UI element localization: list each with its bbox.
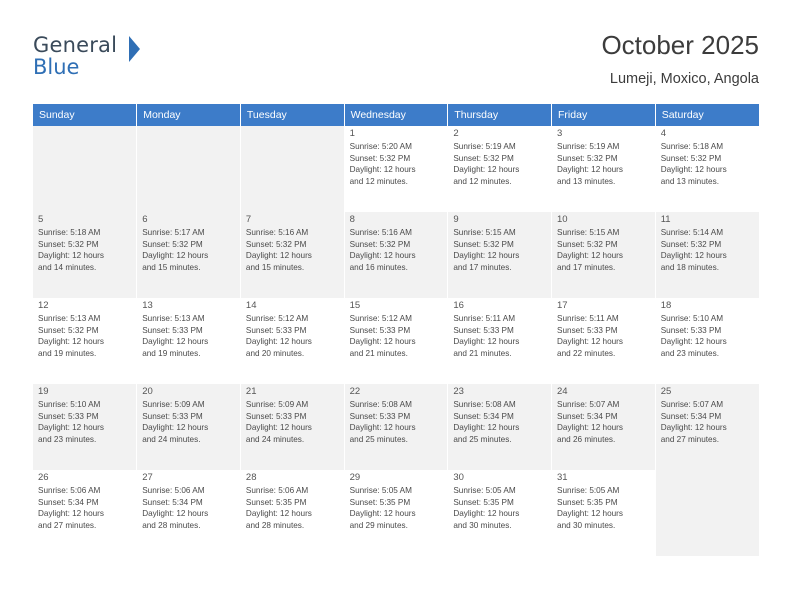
day-details <box>350 313 444 359</box>
daylight-text-line2: and 30 minutes. <box>557 520 616 530</box>
daylight-text-line2: and 23 minutes. <box>660 348 719 358</box>
day-details <box>350 485 444 531</box>
day-number: 27 <box>142 472 153 483</box>
day-number: 25 <box>660 386 672 397</box>
day-details <box>246 227 340 273</box>
sunrise-text: Sunrise: 5:13 AM <box>142 314 205 324</box>
day-details <box>453 313 547 359</box>
day-details <box>661 227 755 273</box>
weekday-header-sunday: Sunday <box>33 104 137 126</box>
weekday-header-monday: Monday <box>137 104 241 126</box>
sunset-text: Sunset: 5:33 PM <box>142 325 203 335</box>
day-details <box>557 485 651 531</box>
sunrise-text: Sunrise: 5:16 AM <box>245 228 309 238</box>
day-number: 28 <box>245 472 257 483</box>
sunrise-text: Sunrise: 5:10 AM <box>38 400 101 410</box>
daylight-text-line2: and 21 minutes. <box>453 348 512 358</box>
title-block <box>601 28 759 90</box>
day-number: 5 <box>38 214 44 225</box>
day-number: 9 <box>453 214 459 225</box>
weekday-header-wednesday: Wednesday <box>344 104 448 126</box>
day-number: 1 <box>349 128 355 139</box>
day-number: 7 <box>245 214 252 225</box>
day-number: 22 <box>349 386 361 397</box>
daylight-text-line2: and 15 minutes. <box>245 262 305 272</box>
day-cell[interactable] <box>655 298 759 384</box>
daylight-text-line1: Daylight: 12 hours <box>660 423 727 433</box>
day-number: 24 <box>557 386 568 397</box>
daylight-text-line1: Daylight: 12 hours <box>453 423 520 433</box>
sunset-text: Sunset: 5:32 PM <box>38 325 99 335</box>
day-number: 4 <box>660 128 667 139</box>
weekday-header-row <box>33 104 759 126</box>
day-cell[interactable] <box>655 212 759 298</box>
sunset-text: Sunset: 5:32 PM <box>660 239 722 249</box>
day-details <box>38 485 132 531</box>
day-details <box>38 227 132 273</box>
day-cell-empty <box>137 126 241 212</box>
day-details <box>350 227 444 273</box>
daylight-text-line2: and 25 minutes. <box>349 434 408 444</box>
weekday-header-saturday: Saturday <box>655 104 759 126</box>
day-number: 6 <box>142 214 148 225</box>
sunset-text: Sunset: 5:32 PM <box>557 153 618 163</box>
day-cell[interactable] <box>240 298 344 384</box>
day-number: 13 <box>142 300 153 311</box>
day-number: 12 <box>38 300 49 311</box>
day-details <box>661 313 755 359</box>
daylight-text-line1: Daylight: 12 hours <box>557 509 624 519</box>
day-number: 2 <box>453 128 459 139</box>
daylight-text-line2: and 24 minutes. <box>142 434 201 444</box>
day-cell[interactable] <box>240 384 344 470</box>
daylight-text-line1: Daylight: 12 hours <box>557 423 624 433</box>
day-cell[interactable] <box>448 212 552 298</box>
sunrise-text: Sunrise: 5:06 AM <box>142 486 205 496</box>
day-cell[interactable] <box>448 126 552 212</box>
day-details <box>246 485 340 531</box>
daylight-text-line1: Daylight: 12 hours <box>349 509 416 519</box>
sunset-text: Sunset: 5:32 PM <box>245 239 307 249</box>
day-number: 20 <box>142 386 153 397</box>
day-cell[interactable] <box>137 212 241 298</box>
daylight-text-line1: Daylight: 12 hours <box>245 509 312 519</box>
sunrise-text: Sunrise: 5:11 AM <box>557 314 619 324</box>
daylight-text-line2: and 30 minutes. <box>453 520 512 530</box>
day-details <box>557 313 651 359</box>
day-cell[interactable] <box>137 470 241 556</box>
daylight-text-line1: Daylight: 12 hours <box>38 423 104 433</box>
daylight-text-line1: Daylight: 12 hours <box>245 423 312 433</box>
day-cell[interactable] <box>655 126 759 212</box>
daylight-text-line2: and 19 minutes. <box>38 348 97 358</box>
day-details <box>661 399 755 445</box>
sunrise-text: Sunrise: 5:18 AM <box>660 142 724 152</box>
daylight-text-line1: Daylight: 12 hours <box>142 509 209 519</box>
sunset-text: Sunset: 5:32 PM <box>453 153 514 163</box>
daylight-text-line1: Daylight: 12 hours <box>557 337 624 347</box>
calendar-week-row <box>33 470 759 556</box>
daylight-text-line1: Daylight: 12 hours <box>349 337 416 347</box>
sunset-text: Sunset: 5:35 PM <box>557 497 618 507</box>
day-details <box>557 399 651 445</box>
sunset-text: Sunset: 5:34 PM <box>660 411 722 421</box>
sunrise-text: Sunrise: 5:05 AM <box>557 486 620 496</box>
day-details <box>557 227 651 273</box>
day-cell[interactable] <box>344 298 448 384</box>
sunrise-text: Sunrise: 5:14 AM <box>660 228 724 238</box>
sunrise-text: Sunrise: 5:07 AM <box>660 400 724 410</box>
day-number: 3 <box>557 128 563 139</box>
daylight-text-line1: Daylight: 12 hours <box>245 251 312 261</box>
sunrise-text: Sunrise: 5:08 AM <box>453 400 516 410</box>
day-details <box>350 141 444 187</box>
daylight-text-line2: and 18 minutes. <box>660 262 719 272</box>
day-cell[interactable] <box>137 384 241 470</box>
daylight-text-line2: and 26 minutes. <box>557 434 616 444</box>
day-cell[interactable] <box>552 470 656 556</box>
day-cell[interactable] <box>344 384 448 470</box>
day-cell[interactable] <box>655 384 759 470</box>
day-number: 11 <box>660 214 671 225</box>
sunrise-text: Sunrise: 5:06 AM <box>245 486 309 496</box>
location-subtitle: Lumeji, Moxico, Angola <box>609 71 759 87</box>
day-cell-empty <box>33 126 137 212</box>
day-details <box>142 313 236 359</box>
daylight-text-line2: and 12 minutes. <box>453 176 512 186</box>
day-cell[interactable] <box>33 384 137 470</box>
daylight-text-line1: Daylight: 12 hours <box>660 251 727 261</box>
daylight-text-line1: Daylight: 12 hours <box>453 509 520 519</box>
day-cell[interactable] <box>33 212 137 298</box>
daylight-text-line2: and 27 minutes. <box>660 434 719 444</box>
weekday-header-friday: Friday <box>552 104 656 126</box>
sunrise-text: Sunrise: 5:19 AM <box>557 142 620 152</box>
day-number: 8 <box>349 214 355 225</box>
day-details <box>661 141 755 187</box>
daylight-text-line1: Daylight: 12 hours <box>557 251 624 261</box>
daylight-text-line1: Daylight: 12 hours <box>453 165 520 175</box>
calendar-week-row <box>33 384 759 470</box>
day-cell-empty <box>655 470 759 556</box>
sunrise-text: Sunrise: 5:18 AM <box>38 228 101 238</box>
daylight-text-line2: and 22 minutes. <box>557 348 616 358</box>
day-details <box>453 399 547 445</box>
logo-flag-notch-icon <box>129 36 151 62</box>
sunset-text: Sunset: 5:32 PM <box>349 153 411 163</box>
sunset-text: Sunset: 5:34 PM <box>557 411 618 421</box>
daylight-text-line2: and 17 minutes. <box>453 262 512 272</box>
daylight-text-line1: Daylight: 12 hours <box>660 165 727 175</box>
sunset-text: Sunset: 5:33 PM <box>38 411 99 421</box>
sunrise-text: Sunrise: 5:19 AM <box>453 142 516 152</box>
sunset-text: Sunset: 5:32 PM <box>349 239 411 249</box>
day-cell[interactable] <box>137 298 241 384</box>
sunset-text: Sunset: 5:33 PM <box>453 325 514 335</box>
daylight-text-line2: and 27 minutes. <box>38 520 97 530</box>
page-header <box>33 28 759 100</box>
day-cell[interactable] <box>344 212 448 298</box>
sunset-text: Sunset: 5:34 PM <box>38 497 99 507</box>
daylight-text-line1: Daylight: 12 hours <box>349 423 416 433</box>
calendar-week-row <box>33 126 759 212</box>
sunset-text: Sunset: 5:33 PM <box>660 325 722 335</box>
sunset-text: Sunset: 5:33 PM <box>245 411 307 421</box>
daylight-text-line1: Daylight: 12 hours <box>245 337 312 347</box>
daylight-text-line2: and 13 minutes. <box>660 176 719 186</box>
day-cell[interactable] <box>552 298 656 384</box>
day-cell[interactable] <box>240 470 344 556</box>
daylight-text-line2: and 12 minutes. <box>349 176 408 186</box>
sunrise-text: Sunrise: 5:15 AM <box>453 228 516 238</box>
sunset-text: Sunset: 5:35 PM <box>245 497 307 507</box>
daylight-text-line1: Daylight: 12 hours <box>38 337 104 347</box>
sunset-text: Sunset: 5:35 PM <box>453 497 514 507</box>
sunrise-text: Sunrise: 5:15 AM <box>557 228 620 238</box>
sunset-text: Sunset: 5:32 PM <box>38 239 99 249</box>
daylight-text-line1: Daylight: 12 hours <box>142 337 209 347</box>
calendar-week-row <box>33 212 759 298</box>
sunrise-text: Sunrise: 5:07 AM <box>557 400 620 410</box>
day-cell[interactable] <box>344 126 448 212</box>
sunrise-text: Sunrise: 5:06 AM <box>38 486 101 496</box>
sunset-text: Sunset: 5:33 PM <box>245 325 307 335</box>
day-cell[interactable] <box>344 470 448 556</box>
sunset-text: Sunset: 5:33 PM <box>557 325 618 335</box>
day-details <box>453 141 547 187</box>
day-details <box>246 399 340 445</box>
day-details <box>38 313 132 359</box>
generalblue-logo <box>33 34 173 86</box>
logo-text-general: General <box>33 33 118 57</box>
sunset-text: Sunset: 5:32 PM <box>453 239 514 249</box>
day-number: 26 <box>38 472 49 483</box>
day-details <box>557 141 651 187</box>
day-cell[interactable] <box>448 298 552 384</box>
daylight-text-line2: and 23 minutes. <box>38 434 97 444</box>
day-details <box>453 227 547 273</box>
sunrise-text: Sunrise: 5:17 AM <box>142 228 205 238</box>
sunrise-text: Sunrise: 5:08 AM <box>349 400 412 410</box>
day-number: 19 <box>38 386 49 397</box>
calendar-week-row <box>33 298 759 384</box>
day-number: 29 <box>349 472 361 483</box>
sunset-text: Sunset: 5:32 PM <box>142 239 203 249</box>
daylight-text-line2: and 28 minutes. <box>142 520 201 530</box>
daylight-text-line2: and 29 minutes. <box>349 520 408 530</box>
daylight-text-line1: Daylight: 12 hours <box>557 165 624 175</box>
day-cell[interactable] <box>552 212 656 298</box>
sunset-text: Sunset: 5:34 PM <box>142 497 203 507</box>
daylight-text-line1: Daylight: 12 hours <box>660 337 727 347</box>
sunrise-text: Sunrise: 5:05 AM <box>349 486 412 496</box>
sunrise-text: Sunrise: 5:12 AM <box>245 314 309 324</box>
sunrise-text: Sunrise: 5:10 AM <box>660 314 724 324</box>
logo-text-blue: Blue <box>33 55 80 79</box>
page-title: October 2025 <box>601 30 759 60</box>
daylight-text-line2: and 25 minutes. <box>453 434 512 444</box>
daylight-text-line2: and 21 minutes. <box>349 348 408 358</box>
daylight-text-line1: Daylight: 12 hours <box>453 251 520 261</box>
daylight-text-line1: Daylight: 12 hours <box>142 423 209 433</box>
sunset-text: Sunset: 5:32 PM <box>557 239 618 249</box>
weekday-header-thursday: Thursday <box>448 104 552 126</box>
sunrise-text: Sunrise: 5:20 AM <box>349 142 412 152</box>
sunset-text: Sunset: 5:33 PM <box>349 325 411 335</box>
daylight-text-line2: and 17 minutes. <box>557 262 616 272</box>
sunset-text: Sunset: 5:34 PM <box>453 411 514 421</box>
day-details <box>142 399 236 445</box>
weekday-header-tuesday: Tuesday <box>240 104 344 126</box>
day-cell-empty <box>240 126 344 212</box>
day-details <box>38 399 132 445</box>
sunrise-text: Sunrise: 5:11 AM <box>453 314 516 324</box>
daylight-text-line1: Daylight: 12 hours <box>349 251 416 261</box>
calendar-table <box>33 104 759 556</box>
daylight-text-line1: Daylight: 12 hours <box>38 251 104 261</box>
daylight-text-line1: Daylight: 12 hours <box>349 165 416 175</box>
daylight-text-line2: and 24 minutes. <box>245 434 305 444</box>
day-details <box>453 485 547 531</box>
daylight-text-line2: and 16 minutes. <box>349 262 408 272</box>
day-cell[interactable] <box>240 212 344 298</box>
daylight-text-line1: Daylight: 12 hours <box>38 509 104 519</box>
day-cell[interactable] <box>33 470 137 556</box>
day-number: 15 <box>349 300 361 311</box>
daylight-text-line2: and 19 minutes. <box>142 348 201 358</box>
day-cell[interactable] <box>33 298 137 384</box>
daylight-text-line2: and 14 minutes. <box>38 262 97 272</box>
day-details <box>142 227 236 273</box>
day-number: 30 <box>453 472 464 483</box>
sunset-text: Sunset: 5:35 PM <box>349 497 411 507</box>
daylight-text-line2: and 28 minutes. <box>245 520 305 530</box>
day-number: 23 <box>453 386 464 397</box>
daylight-text-line2: and 20 minutes. <box>245 348 305 358</box>
sunrise-text: Sunrise: 5:16 AM <box>349 228 412 238</box>
day-cell[interactable] <box>552 126 656 212</box>
day-number: 21 <box>245 386 257 397</box>
day-details <box>142 485 236 531</box>
daylight-text-line2: and 15 minutes. <box>142 262 201 272</box>
sunset-text: Sunset: 5:33 PM <box>142 411 203 421</box>
day-details <box>350 399 444 445</box>
daylight-text-line2: and 13 minutes. <box>557 176 616 186</box>
sunrise-text: Sunrise: 5:12 AM <box>349 314 412 324</box>
day-cell[interactable] <box>552 384 656 470</box>
sunrise-text: Sunrise: 5:13 AM <box>38 314 101 324</box>
day-details <box>246 313 340 359</box>
day-number: 17 <box>557 300 568 311</box>
day-number: 16 <box>453 300 464 311</box>
day-number: 14 <box>245 300 257 311</box>
day-cell[interactable] <box>448 384 552 470</box>
daylight-text-line1: Daylight: 12 hours <box>142 251 209 261</box>
sunrise-text: Sunrise: 5:05 AM <box>453 486 516 496</box>
sunset-text: Sunset: 5:32 PM <box>660 153 722 163</box>
sunrise-text: Sunrise: 5:09 AM <box>142 400 205 410</box>
day-cell[interactable] <box>448 470 552 556</box>
day-number: 31 <box>557 472 568 483</box>
sunrise-text: Sunrise: 5:09 AM <box>245 400 309 410</box>
sunset-text: Sunset: 5:33 PM <box>349 411 411 421</box>
daylight-text-line1: Daylight: 12 hours <box>453 337 520 347</box>
day-number: 18 <box>660 300 672 311</box>
calendar-body <box>33 126 759 556</box>
day-number: 10 <box>557 214 568 225</box>
